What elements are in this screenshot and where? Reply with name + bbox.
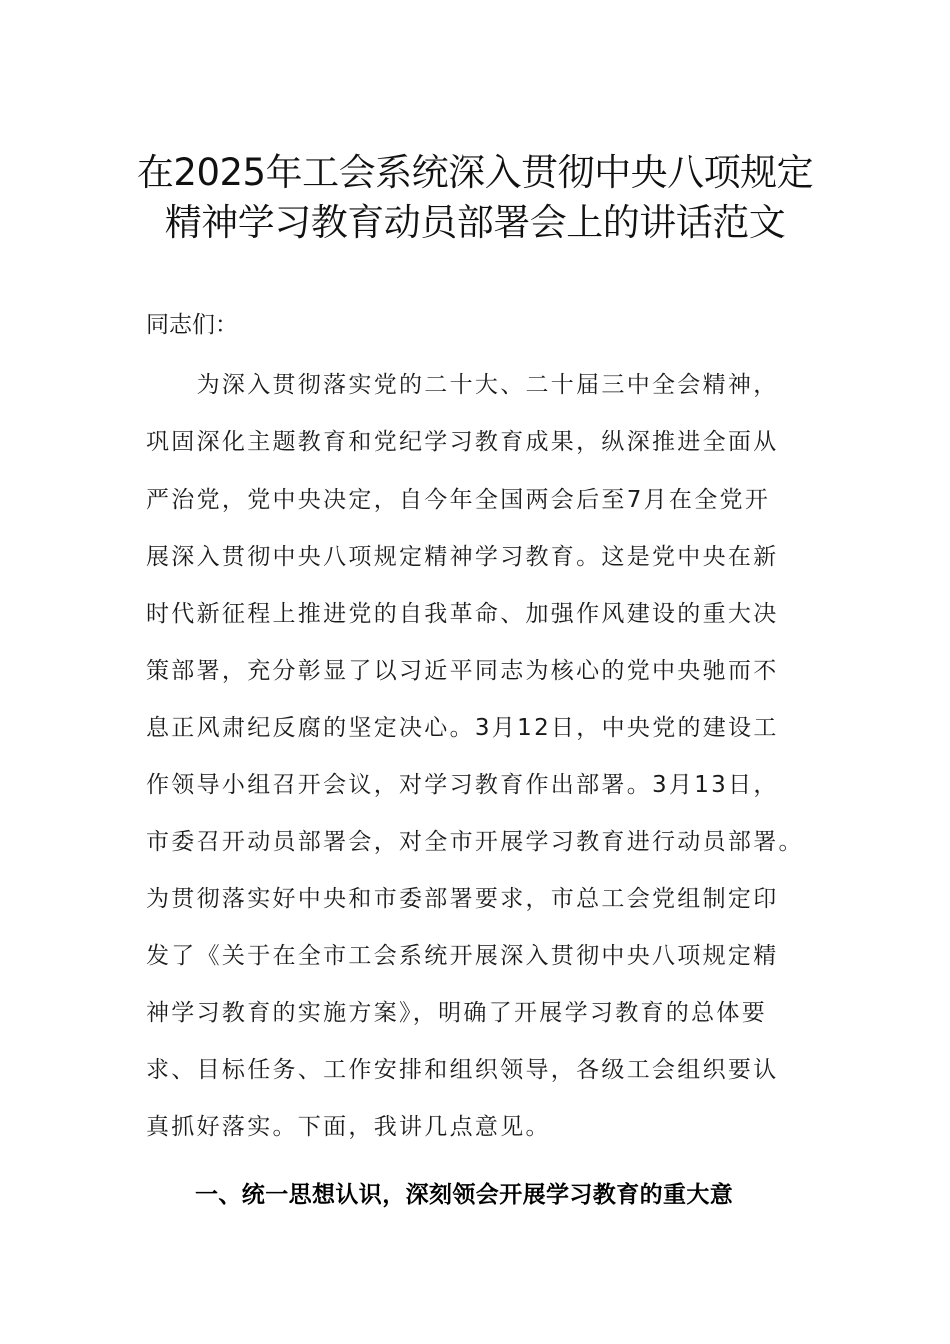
paragraph-line: 策部署，充分彰显了以习近平同志为核心的党中央驰而不: [146, 658, 779, 684]
paragraph-line: 展深入贯彻中央八项规定精神学习教育。这是党中央在新: [146, 544, 779, 570]
paragraph-line: 巩固深化主题教育和党纪学习教育成果，纵深推进全面从: [146, 429, 779, 455]
paragraph-line: 发了《关于在全市工会系统开展深入贯彻中央八项规定精: [146, 943, 779, 969]
paragraph-line: 真抓好落实。下面，我讲几点意见。: [146, 1114, 551, 1140]
paragraph-line: 时代新征程上推进党的自我革命、加强作风建设的重大决: [146, 601, 779, 627]
document-title-line-2: 精神学习教育动员部署会上的讲话范文: [164, 201, 786, 244]
document-title-line-1: 在2025年工会系统深入贯彻中央八项规定: [136, 151, 814, 194]
paragraph-line: 求、目标任务、工作安排和组织领导，各级工会组织要认: [146, 1057, 779, 1083]
salutation: 同志们：: [146, 312, 238, 338]
paragraph-line: 市委召开动员部署会，对全市开展学习教育进行动员部署。: [146, 829, 804, 855]
section-heading-1: 一、统一思想认识，深刻领会开展学习教育的重大意: [195, 1182, 734, 1208]
paragraph-line: 作领导小组召开会议，对学习教育作出部署。3月13日，: [146, 772, 779, 798]
paragraph-line: 神学习教育的实施方案》，明确了开展学习教育的总体要: [146, 1000, 767, 1026]
paragraph-line: 息正风肃纪反腐的坚定决心。3月12日，中央党的建设工: [146, 715, 779, 741]
paragraph-line: 为深入贯彻落实党的二十大、二十届三中全会精神，: [146, 372, 779, 398]
paragraph-line: 严治党，党中央决定，自今年全国两会后至7月在全党开: [146, 487, 771, 513]
paragraph-line: 为贯彻落实好中央和市委部署要求，市总工会党组制定印: [146, 886, 779, 912]
